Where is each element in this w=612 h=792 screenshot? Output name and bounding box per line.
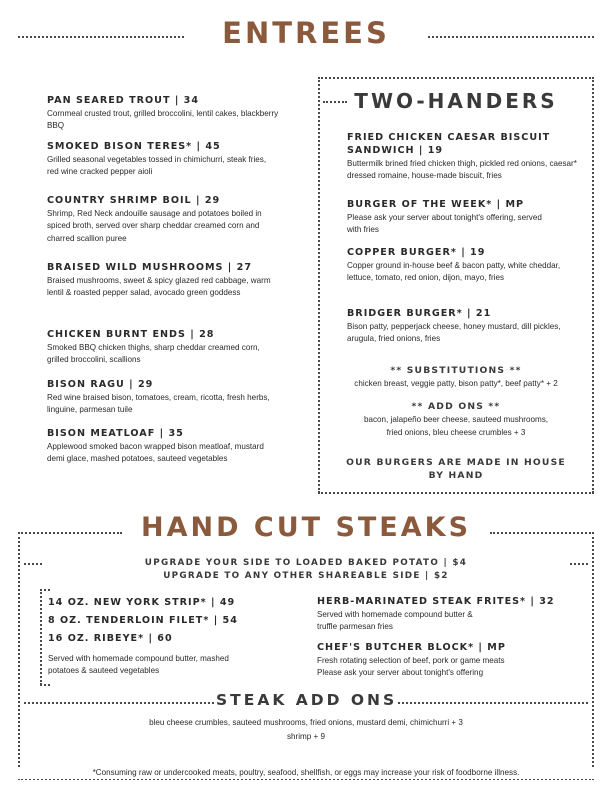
- steak-addons-divider-right: [398, 702, 588, 704]
- item-name: BISON RAGU | 29: [47, 379, 154, 390]
- menu-item: [47, 427, 279, 466]
- menu-item: [47, 194, 283, 245]
- menu-item: [347, 198, 581, 237]
- steaks-box-right: [592, 532, 594, 779]
- item-desc: Served with homemade compound butter & truffle parmesan fries: [317, 610, 473, 632]
- substitutions-text: chicken breast, veggie patty, bison patty*, beef patty* + 2: [354, 379, 558, 388]
- item-desc: Bison patty, pepperjack cheese, honey mustard, dill pickles, arugula, fried onions, fries: [347, 322, 561, 344]
- item-name: COUNTRY SHRIMP BOIL | 29: [47, 195, 221, 206]
- steaks-box-top-right: [490, 532, 594, 534]
- steak-cuts-desc: Served with homemade compound butter, mashed potatoes & sauteed vegetables: [48, 654, 229, 676]
- steak-cut: 14 OZ. NEW YORK STRIP* | 49: [48, 597, 236, 608]
- item-desc: Grilled seasonal vegetables tossed in chimichurri, steak fries, red wine cracked pepper aioli: [47, 155, 267, 177]
- menu-item: [47, 378, 279, 417]
- substitutions-title: ** SUBSTITUTIONS **: [390, 365, 522, 376]
- item-desc: Red wine braised bison, tomatoes, cream, ricotta, fresh herbs, linguine, parmesan tuile: [47, 393, 270, 415]
- item-desc: Cornmeal crusted trout, grilled broccolini, lentil cakes, blackberry BBQ: [47, 109, 279, 131]
- steak-cut: 16 OZ. RIBEYE* | 60: [48, 633, 173, 644]
- disclaimer: *Consuming raw or undercooked meats, poultry, seafood, shellfish, or eggs may increase your risk of foodborne illness.: [0, 767, 612, 779]
- item-desc: Buttermilk brined fried chicken thigh, pickled red onions, caesar* dressed romaine, house-made biscuit, fries: [347, 159, 577, 181]
- upgrade-line: UPGRADE TO ANY OTHER SHAREABLE SIDE | $2: [163, 571, 449, 581]
- cuts-bracket-bottom: [40, 684, 50, 686]
- two-handers-box-left: [318, 77, 320, 493]
- menu-item: [47, 140, 279, 179]
- item-desc: Smoked BBQ chicken thighs, sharp cheddar creamed corn, grilled broccolini, scallions: [47, 343, 260, 365]
- item-name: BISON MEATLOAF | 35: [47, 428, 184, 439]
- item-name: HERB-MARINATED STEAK FRITES* | 32: [317, 596, 555, 607]
- menu-item: [317, 595, 585, 634]
- item-name: PAN SEARED TROUT | 34: [47, 95, 200, 106]
- add-ons-line: fried onions, bleu cheese crumbles + 3: [386, 428, 526, 437]
- menu-item: [47, 261, 279, 300]
- upgrade-dots-right: [570, 563, 588, 565]
- menu-item: [47, 94, 279, 133]
- cuts-bracket-left: [40, 589, 42, 685]
- item-name: CHEF'S BUTCHER BLOCK* | MP: [317, 642, 506, 653]
- item-desc: Fresh rotating selection of beef, pork or game meats Please ask your server about tonight's offering: [317, 656, 505, 678]
- two-handers-title: TWO-HANDERS: [354, 89, 558, 113]
- steaks-box-left: [18, 532, 20, 779]
- item-name: BURGER OF THE WEEK* | MP: [347, 199, 525, 210]
- entrees-title: ENTREES: [222, 16, 390, 50]
- steak-addons-divider-left: [24, 702, 214, 704]
- steak-addons-line: shrimp + 9: [286, 732, 325, 741]
- item-desc: Please ask your server about tonight's offering, served with fries: [347, 213, 542, 235]
- menu-item: [347, 307, 581, 346]
- entrees-divider-right: [428, 36, 594, 38]
- steak-addons-title: STEAK ADD ONS: [216, 691, 398, 709]
- item-desc: Copper ground in-house beef & bacon patty, white cheddar, lettuce, tomato, red onion, dijon, mayo, fries: [347, 261, 561, 283]
- burgers-note: OUR BURGERS ARE MADE IN HOUSE: [346, 457, 566, 468]
- menu-item: [317, 641, 585, 680]
- item-desc: Applewood smoked bacon wrapped bison meatloaf, mustard demi glace, mashed potatoes, sauteed vegetables: [47, 442, 264, 464]
- burgers-note: BY HAND: [428, 470, 484, 481]
- steak-addons-line: bleu cheese crumbles, sauteed mushrooms, fried onions, mustard demi, chimichurri + 3: [149, 718, 463, 727]
- item-name: COPPER BURGER* | 19: [347, 247, 486, 258]
- two-handers-title-dots: [323, 101, 347, 103]
- item-desc: Braised mushrooms, sweet & spicy glazed red cabbage, warm lentil & roasted pepper salad, avocado green goddess: [47, 276, 271, 298]
- menu-item: [47, 328, 275, 367]
- item-name: BRIDGER BURGER* | 21: [347, 308, 492, 319]
- steaks-box-top-left: [18, 532, 122, 534]
- entrees-divider-left: [18, 36, 184, 38]
- two-handers-box-right: [592, 77, 594, 493]
- add-ons-title: ** ADD ONS **: [411, 401, 501, 412]
- add-ons-line: bacon, jalapeño beer cheese, sauteed mushrooms,: [363, 415, 549, 424]
- item-desc: Shrimp, Red Neck andouille sausage and potatoes boiled in spiced broth, served over sharp cheddar creamed corn and charred scallion puree: [47, 209, 262, 243]
- item-name: CHICKEN BURNT ENDS | 28: [47, 329, 215, 340]
- two-handers-box-bottom: [318, 492, 594, 494]
- menu-item: [347, 246, 581, 285]
- item-name: BRAISED WILD MUSHROOMS | 27: [47, 262, 252, 273]
- steak-cuts: [48, 595, 288, 678]
- item-name: FRIED CHICKEN CAESAR BISCUIT SANDWICH | 19: [347, 132, 551, 156]
- two-handers-box-top: [318, 77, 594, 79]
- upgrade-dots-left: [24, 563, 42, 565]
- item-name: SMOKED BISON TERES* | 45: [47, 141, 221, 152]
- steak-cut: 8 OZ. TENDERLOIN FILET* | 54: [48, 615, 238, 626]
- menu-item: [347, 131, 581, 183]
- upgrade-line: UPGRADE YOUR SIDE TO LOADED BAKED POTATO | $4: [144, 558, 468, 568]
- steaks-title: HAND CUT STEAKS: [140, 512, 472, 543]
